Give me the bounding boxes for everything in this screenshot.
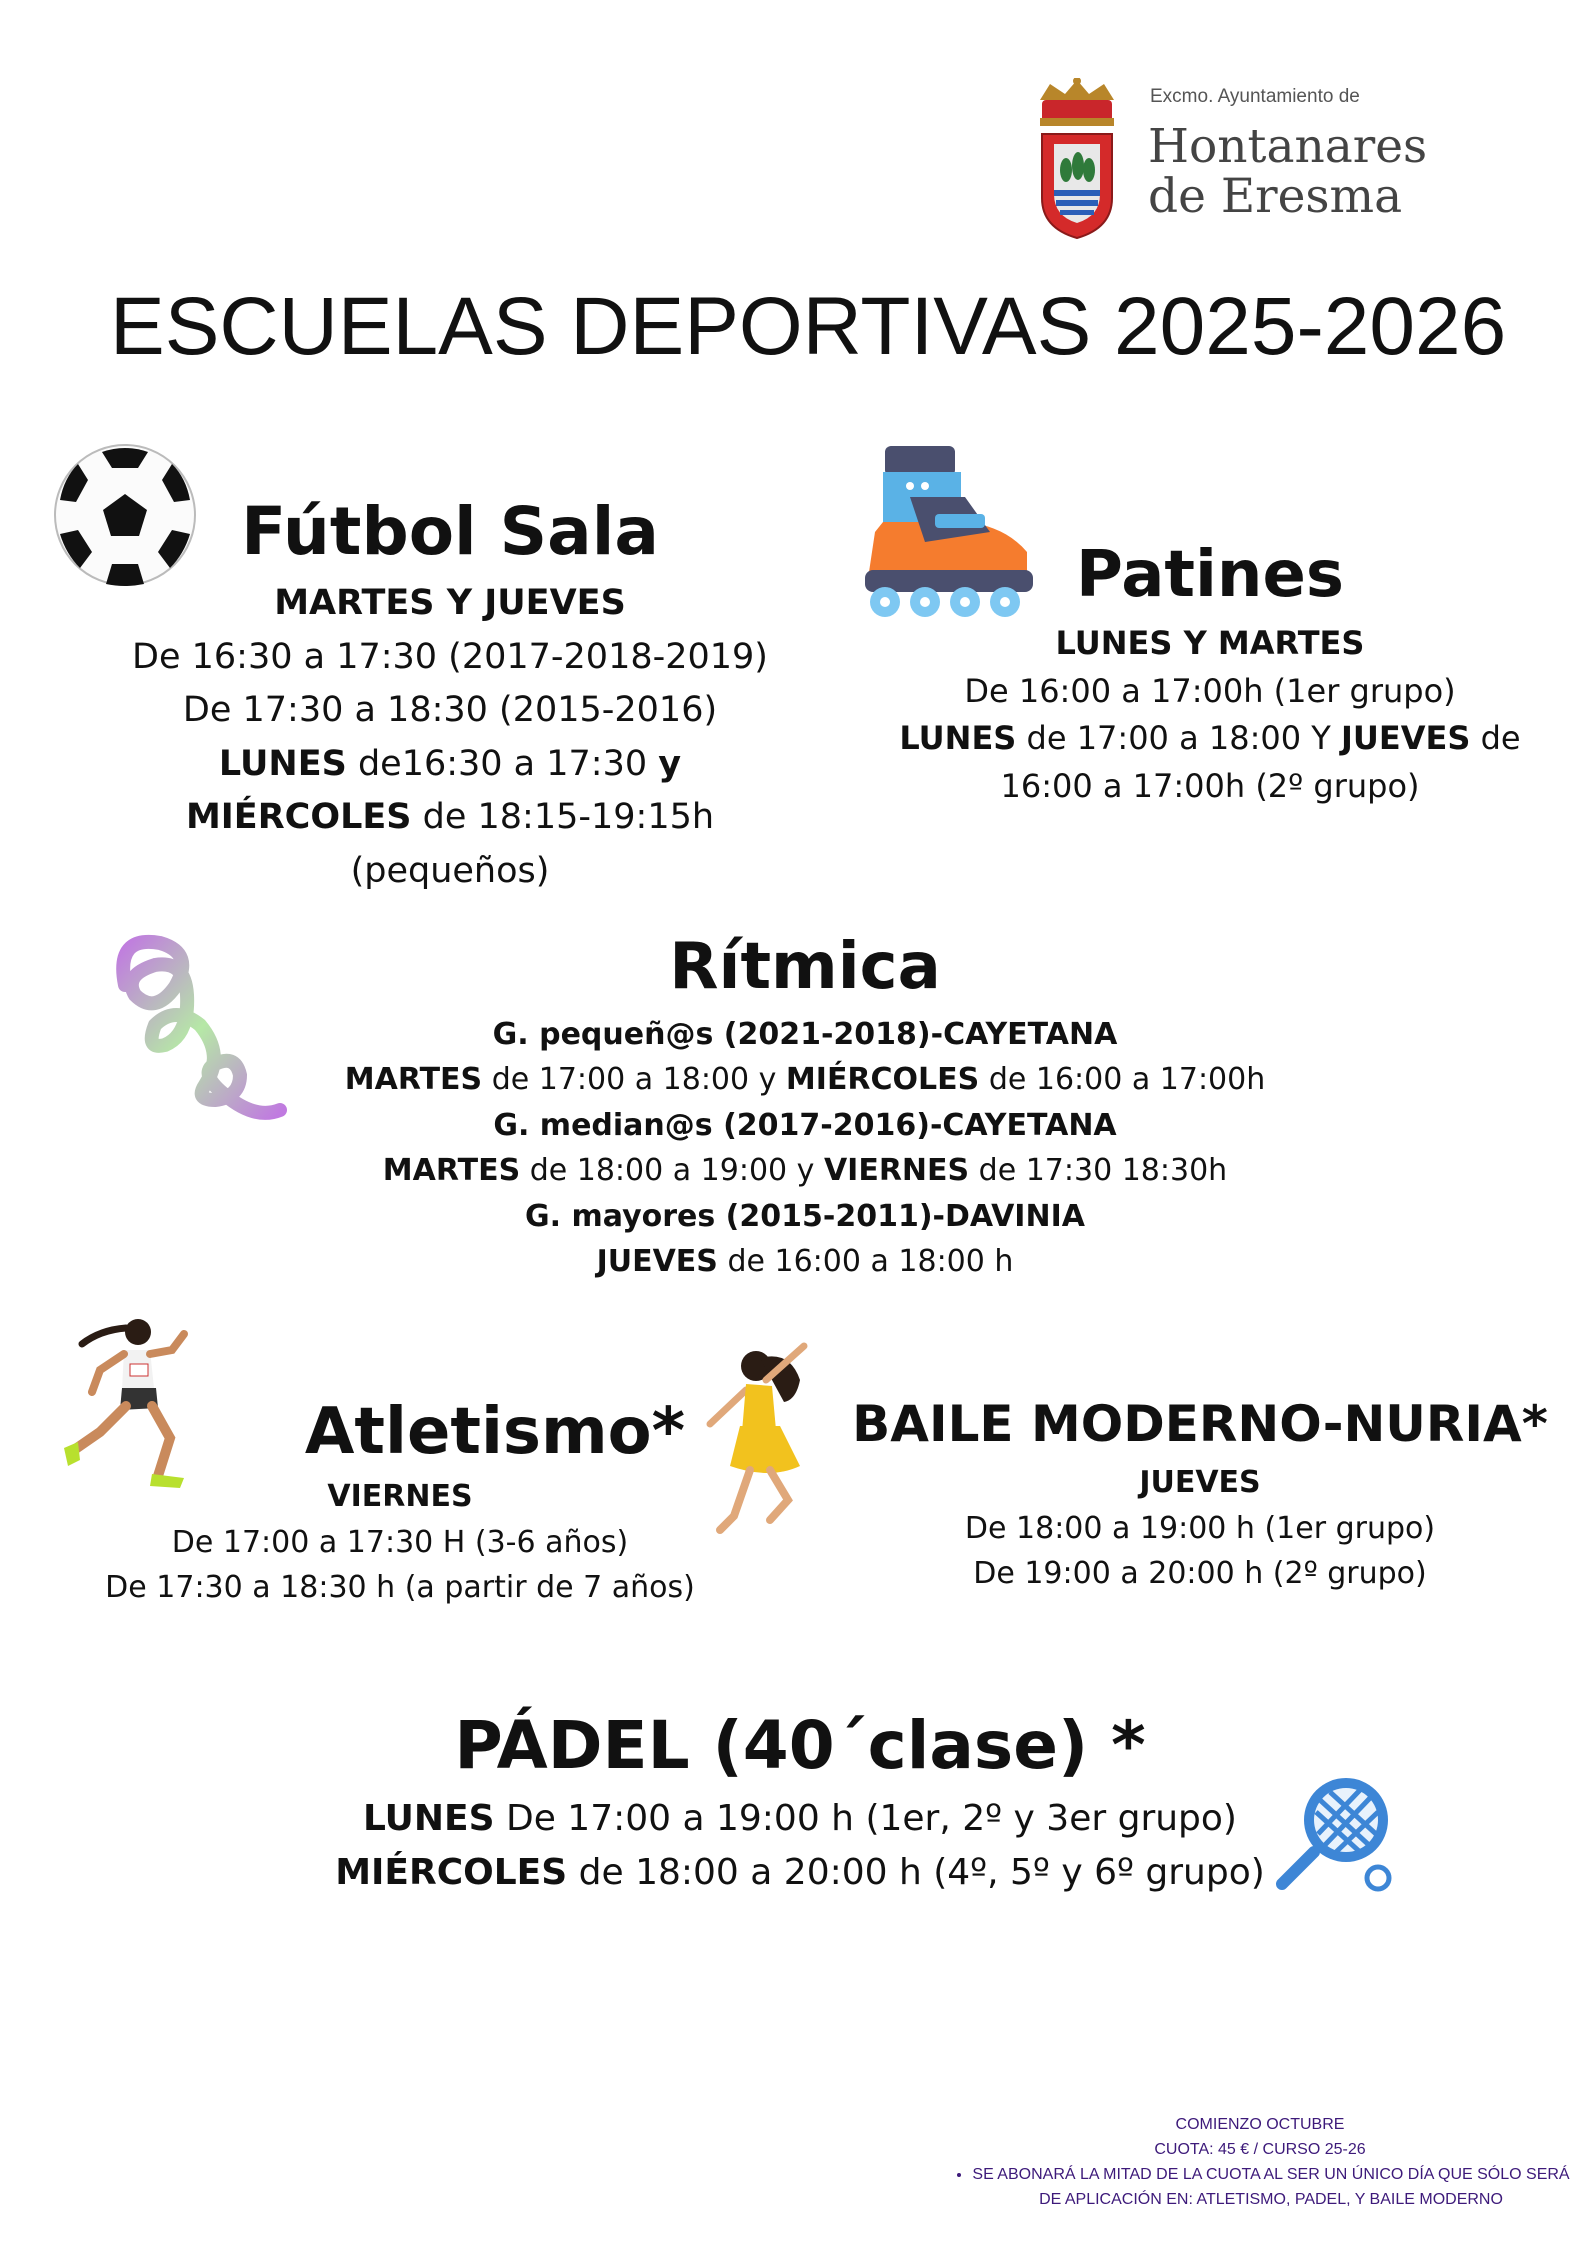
baile-schedule-1: De 18:00 a 19:00 h (1er grupo) bbox=[964, 1510, 1436, 1546]
ribbon-icon bbox=[105, 925, 295, 1135]
ritmica-g2-time-1: de 18:00 a 19:00 y bbox=[520, 1153, 824, 1189]
ritmica-g1-time-2: de 16:00 a 17:00h bbox=[979, 1062, 1266, 1098]
futbol-schedule-2: De 17:30 a 18:30 (2015-2016) bbox=[182, 690, 718, 730]
patines-day-lunes: LUNES bbox=[899, 719, 1017, 757]
patines-schedule-1: De 16:00 a 17:00h (1er grupo) bbox=[964, 671, 1456, 710]
patines-days: LUNES Y MARTES bbox=[1055, 624, 1365, 662]
logo-name-line1: Hontanares bbox=[1148, 119, 1428, 174]
ritmica-g2-day-martes: MARTES bbox=[382, 1153, 521, 1189]
ritmica-g1-day-martes: MARTES bbox=[344, 1062, 483, 1098]
ritmica-group-2: G. median@s (2017-2016)-CAYETANA bbox=[493, 1107, 1117, 1143]
padel-section bbox=[330, 1700, 1270, 1900]
logo-name-line2: de Eresma bbox=[1148, 169, 1403, 224]
patines-day-jueves: JUEVES bbox=[1340, 719, 1471, 757]
padel-day-miercoles: MIÉRCOLES bbox=[335, 1852, 568, 1893]
ritmica-g1-day-miercoles: MIÉRCOLES bbox=[785, 1062, 980, 1098]
ritmica-g3-time: de 16:00 a 18:00 h bbox=[717, 1244, 1014, 1280]
ritmica-group-1-schedule bbox=[300, 1057, 1310, 1102]
patines-title: Patines bbox=[1076, 538, 1344, 612]
baile-days: JUEVES bbox=[1139, 1465, 1261, 1500]
ritmica-g1-time-1: de 17:00 a 18:00 y bbox=[482, 1062, 786, 1098]
ritmica-g2-day-viernes: VIERNES bbox=[823, 1153, 970, 1189]
atletismo-section bbox=[90, 1390, 710, 1611]
futbol-conjunction: y bbox=[658, 743, 682, 784]
padel-title: PÁDEL (40´clase) * bbox=[454, 1707, 1146, 1784]
dancer-icon bbox=[700, 1340, 830, 1540]
futbol-day-lunes: LUNES bbox=[218, 743, 347, 784]
padel-schedule-1 bbox=[330, 1792, 1270, 1846]
futbol-schedule-3 bbox=[110, 738, 790, 792]
futbol-days: MARTES Y JUEVES bbox=[274, 583, 626, 623]
footer-list bbox=[950, 2162, 1570, 2212]
ritmica-group-3: G. mayores (2015-2011)-DAVINIA bbox=[525, 1198, 1085, 1234]
footer-notes bbox=[950, 2112, 1570, 2212]
ritmica-g2-time-2: de 17:30 18:30h bbox=[969, 1153, 1228, 1189]
footer-start-date: COMIENZO OCTUBRE bbox=[1175, 2116, 1345, 2133]
baile-moderno-section bbox=[840, 1388, 1560, 1597]
futbol-time-miercoles: de 18:15-19:15h bbox=[411, 797, 715, 837]
footer-note: • SE ABONARÁ LA MITAD DE LA CUOTA AL SER UN ÚNICO DÍA QUE SÓLO SERÁ DE APLICACIÓN EN: ATLETISMO, PADEL, Y BAILE MODERNO bbox=[972, 2162, 1570, 2212]
municipality-logo bbox=[1030, 78, 1450, 243]
futbol-sala-section bbox=[110, 487, 790, 898]
ritmica-group-2-schedule bbox=[300, 1148, 1310, 1193]
padel-schedule-2 bbox=[330, 1846, 1270, 1900]
padel-racket-icon bbox=[1270, 1770, 1400, 1900]
ritmica-title: Rítmica bbox=[669, 930, 941, 1004]
futbol-schedule-4 bbox=[110, 791, 790, 845]
atletismo-schedule-2: De 17:30 a 18:30 h (a partir de 7 años) bbox=[105, 1570, 695, 1605]
footer-fee: CUOTA: 45 € / CURSO 25-26 bbox=[1154, 2141, 1366, 2158]
atletismo-title: Atletismo* bbox=[304, 1395, 686, 1469]
page-title: ESCUELAS DEPORTIVAS 2025-2026 bbox=[110, 281, 1507, 372]
patines-section bbox=[890, 530, 1530, 810]
padel-time-miercoles: de 18:00 a 20:00 h (4º, 5º y 6º grupo) bbox=[567, 1852, 1265, 1893]
ritmica-section bbox=[300, 922, 1310, 1284]
logo-subtitle: Excmo. Ayuntamiento de bbox=[1150, 86, 1360, 107]
atletismo-days: VIERNES bbox=[327, 1479, 473, 1514]
coat-of-arms-icon bbox=[1030, 78, 1125, 243]
padel-day-lunes: LUNES bbox=[363, 1798, 495, 1839]
futbol-day-miercoles: MIÉRCOLES bbox=[185, 797, 412, 837]
patines-schedule-3: 16:00 a 17:00h (2º grupo) bbox=[1000, 766, 1420, 805]
ritmica-group-1: G. pequeñ@s (2021-2018)-CAYETANA bbox=[492, 1017, 1118, 1052]
ritmica-g3-day-jueves: JUEVES bbox=[596, 1244, 718, 1280]
baile-schedule-2: De 19:00 a 20:00 h (2º grupo) bbox=[973, 1556, 1427, 1591]
ritmica-group-3-schedule bbox=[300, 1239, 1310, 1284]
atletismo-schedule-1: De 17:00 a 17:30 H (3-6 años) bbox=[171, 1524, 629, 1560]
futbol-time-lunes: de16:30 a 17:30 bbox=[346, 743, 659, 784]
futbol-title: Fútbol Sala bbox=[241, 493, 659, 570]
futbol-schedule-1: De 16:30 a 17:30 (2017-2018-2019) bbox=[132, 636, 768, 677]
patines-schedule-2 bbox=[890, 715, 1530, 763]
padel-time-lunes: De 17:00 a 19:00 h (1er, 2º y 3er grupo) bbox=[494, 1798, 1237, 1839]
baile-title: BAILE MODERNO-NURIA* bbox=[852, 1395, 1548, 1453]
patines-de: de bbox=[1470, 719, 1521, 757]
futbol-group-note: (pequeños) bbox=[350, 850, 550, 891]
patines-time-lunes: de 17:00 a 18:00 Y bbox=[1016, 719, 1341, 757]
